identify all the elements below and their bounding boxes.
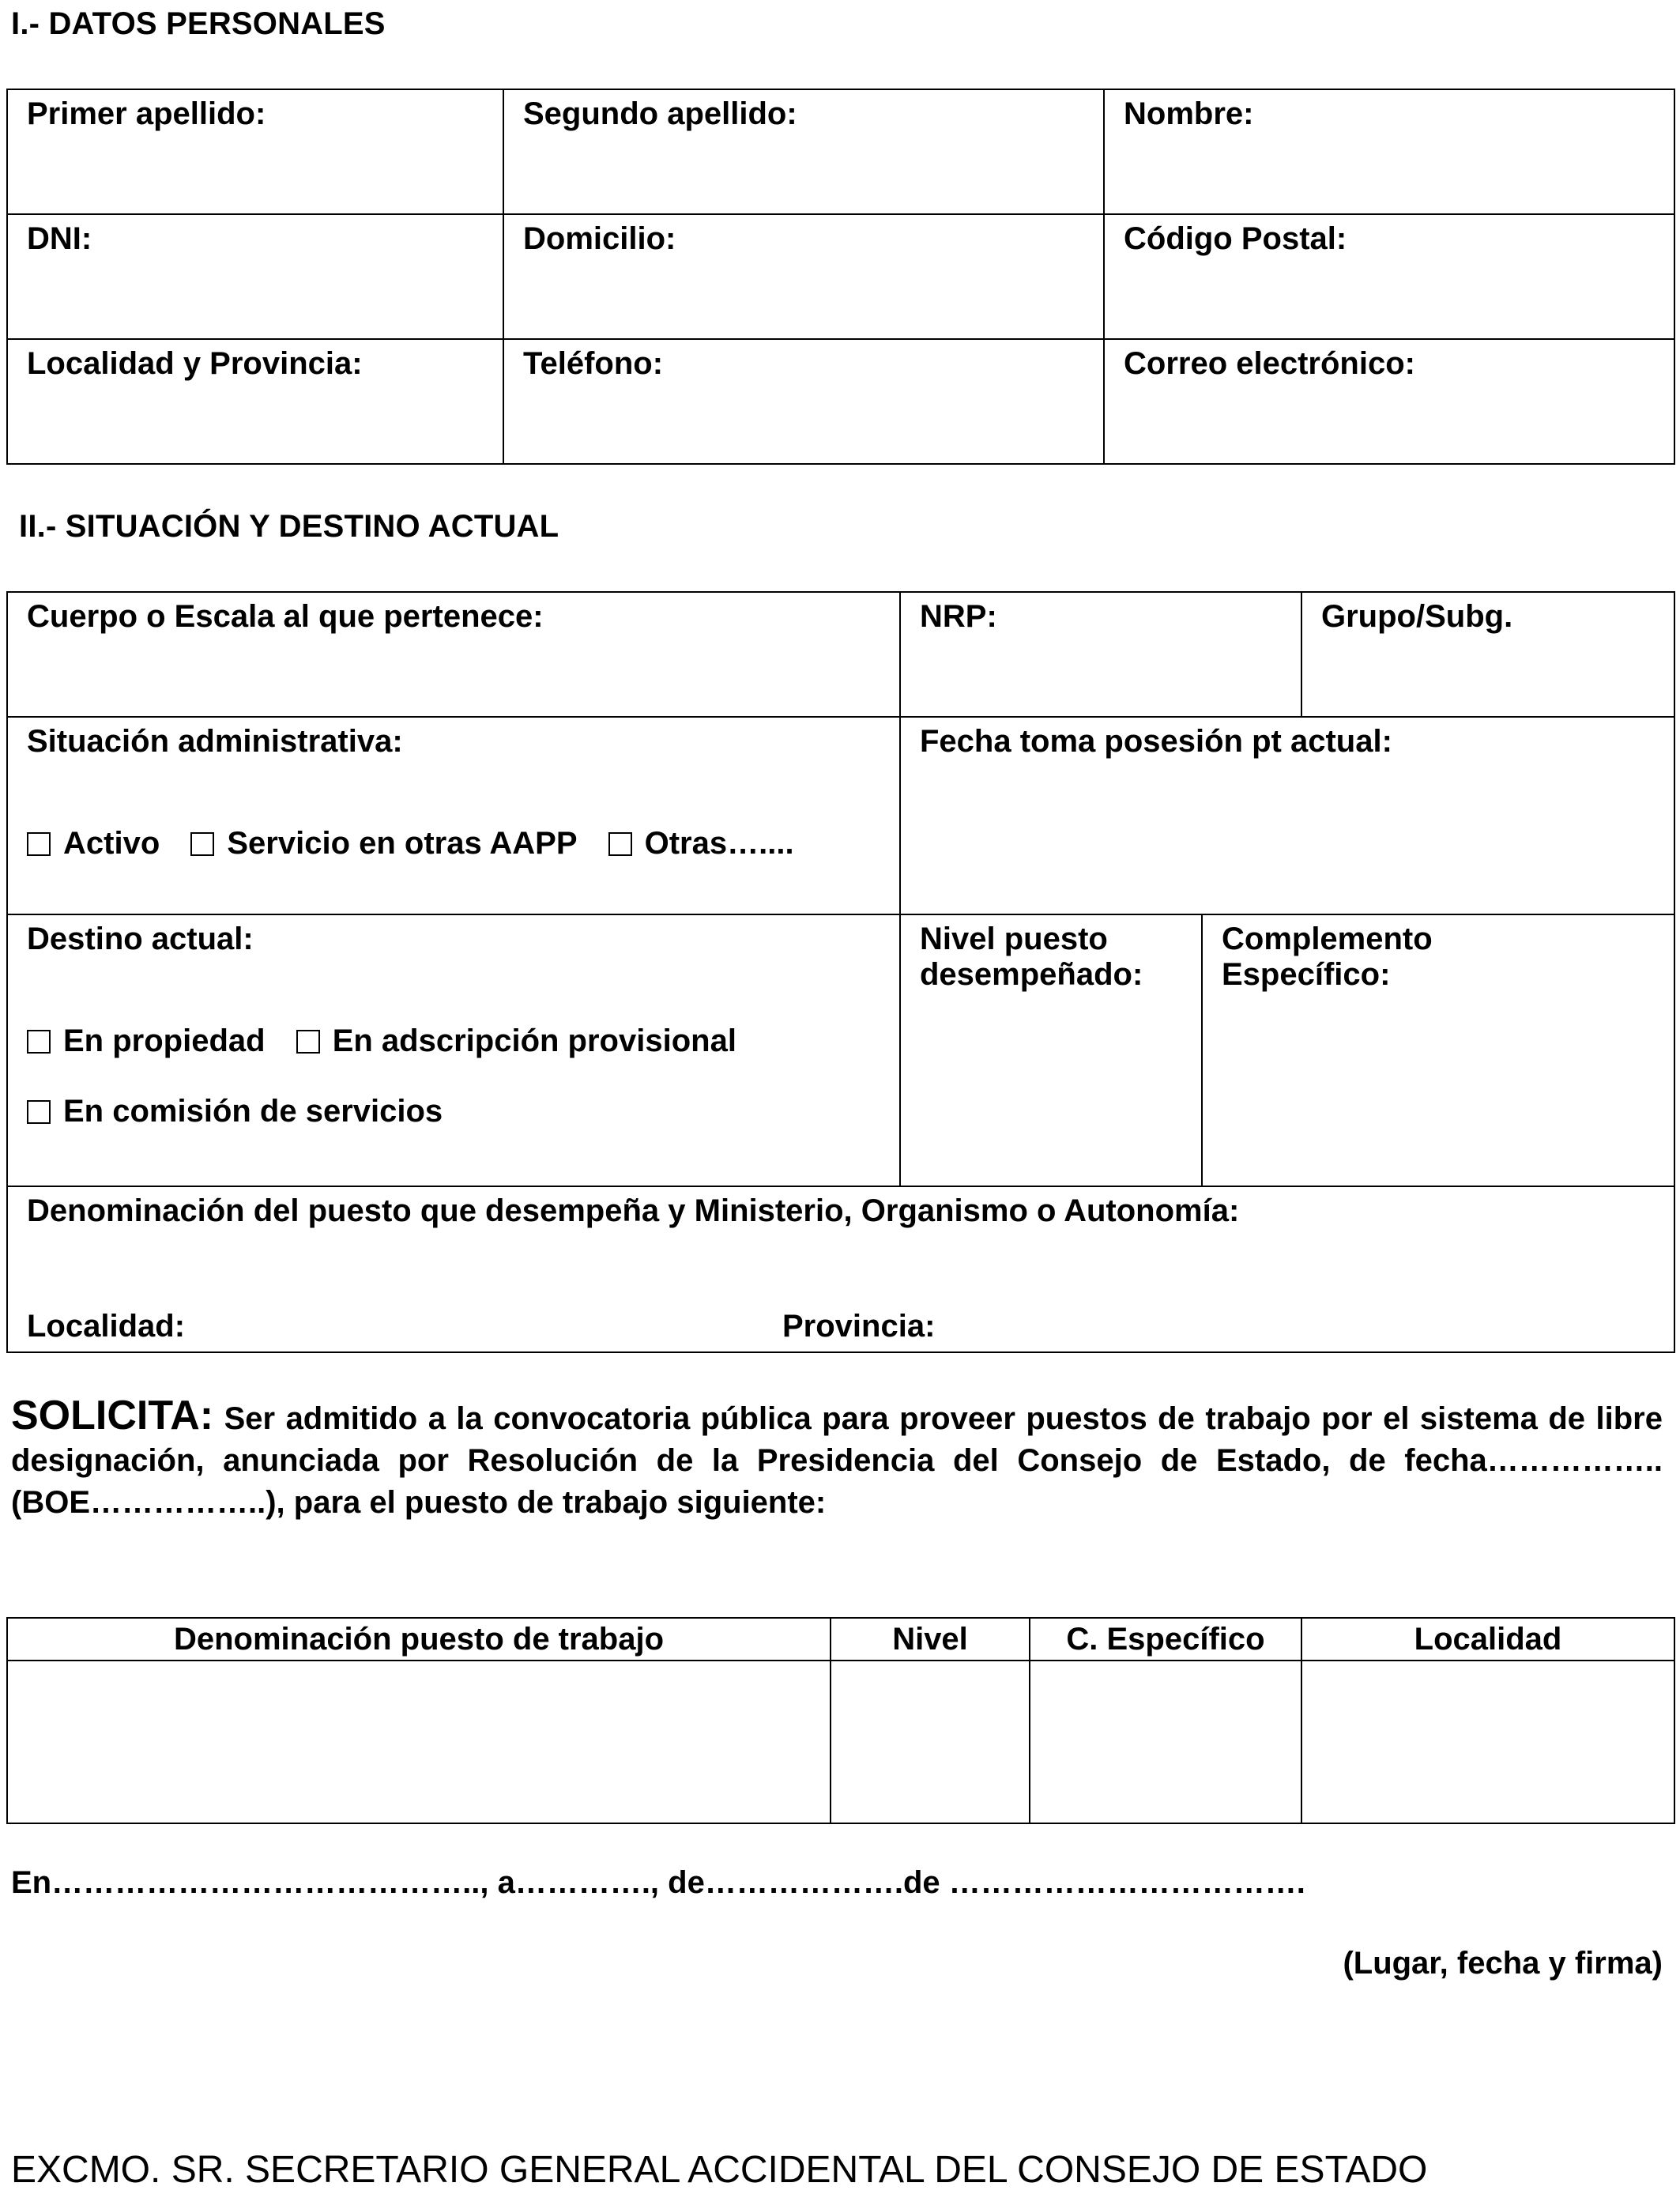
activo-option-label: Activo	[63, 826, 160, 861]
complemento-label-line1: Complemento	[1222, 922, 1433, 956]
situacion-label: Situación administrativa:	[27, 724, 403, 759]
segundo-apellido-field[interactable]	[503, 89, 1104, 214]
provincia-label: Provincia:	[782, 1309, 936, 1344]
localidad-label: Localidad:	[27, 1309, 186, 1344]
nrp-label: NRP:	[920, 599, 997, 634]
destinatario: EXCMO. SR. SECRETARIO GENERAL ACCIDENTAL DEL CONSEJO DE ESTADO	[11, 2149, 1428, 2191]
cuerpo-field[interactable]	[7, 592, 900, 717]
denominacion-field[interactable]	[7, 1186, 1674, 1352]
cell-denominacion-input[interactable]	[7, 1661, 831, 1823]
dni-label: DNI:	[27, 221, 92, 256]
domicilio-field[interactable]	[503, 214, 1104, 339]
en-propiedad-checkbox[interactable]	[27, 1030, 51, 1054]
fecha-toma-label: Fecha toma posesión pt actual:	[920, 724, 1392, 759]
solicita-label: SOLICITA:	[11, 1393, 214, 1438]
segundo-apellido-label: Segundo apellido:	[523, 96, 797, 131]
nivel-label-line1: Nivel puesto	[920, 922, 1108, 956]
cuerpo-label: Cuerpo o Escala al que pertenece:	[27, 599, 544, 634]
localidad-provincia-field[interactable]	[7, 339, 503, 464]
nombre-label: Nombre:	[1124, 96, 1254, 131]
servicio-aapp-option-label: Servicio en otras AAPP	[227, 826, 578, 861]
cell-localidad-input[interactable]	[1301, 1661, 1674, 1823]
header-nivel: Nivel	[831, 1618, 1030, 1661]
grupo-label: Grupo/Subg.	[1321, 599, 1513, 634]
situation-table	[6, 591, 1675, 1353]
personal-data-table	[6, 89, 1675, 465]
otras-option-label: Otras…....	[644, 826, 794, 861]
en-propiedad-option-label: En propiedad	[63, 1023, 266, 1058]
header-localidad: Localidad	[1301, 1618, 1674, 1661]
cell-nivel-input[interactable]	[831, 1661, 1030, 1823]
solicita-text: Ser admitido a la convocatoria pública para proveer puestos de trabajo por el sistema de libre designación, anunciada por Resolución de la Presidencia del Consejo de Estado, de fecha…………….. (BOE……………..), para el puesto de trabajo siguiente:	[11, 1401, 1663, 1520]
otras-checkbox[interactable]	[608, 832, 632, 856]
codigo-postal-field[interactable]	[1104, 214, 1674, 339]
puesto-table	[6, 1617, 1675, 1824]
servicio-aapp-checkbox[interactable]	[190, 832, 214, 856]
codigo-postal-label: Código Postal:	[1124, 221, 1347, 256]
nrp-field[interactable]	[900, 592, 1301, 717]
nivel-puesto-field[interactable]	[900, 914, 1202, 1186]
grupo-field[interactable]	[1301, 592, 1674, 717]
destino-label: Destino actual:	[27, 922, 254, 956]
nivel-label-line2: desempeñado:	[920, 957, 1143, 992]
complemento-label-line2: Específico:	[1222, 957, 1391, 992]
adscripcion-provisional-checkbox[interactable]	[296, 1030, 320, 1054]
correo-field[interactable]	[1104, 339, 1674, 464]
localidad-provincia-label: Localidad y Provincia:	[27, 346, 363, 381]
firma-caption: (Lugar, fecha y firma)	[1343, 1946, 1663, 1981]
header-c-especifico: C. Específico	[1030, 1618, 1301, 1661]
correo-label: Correo electrónico:	[1124, 346, 1415, 381]
cell-c-especifico-input[interactable]	[1030, 1661, 1301, 1823]
domicilio-label: Domicilio:	[523, 221, 676, 256]
destino-field	[7, 914, 900, 1186]
comision-servicios-option-label: En comisión de servicios	[63, 1094, 443, 1129]
situacion-field	[7, 717, 900, 914]
solicita-paragraph	[11, 1395, 1663, 1524]
nombre-field[interactable]	[1104, 89, 1674, 214]
denominacion-label: Denominación del puesto que desempeña y Ministerio, Organismo o Autonomía:	[27, 1193, 1240, 1228]
activo-checkbox[interactable]	[27, 832, 51, 856]
comision-servicios-checkbox[interactable]	[27, 1100, 51, 1124]
telefono-field[interactable]	[503, 339, 1104, 464]
firma-line[interactable]: En………………………………….., a…………., de……………….de …………………………….	[11, 1865, 1305, 1900]
header-denominacion: Denominación puesto de trabajo	[7, 1618, 831, 1661]
section-2-title: II.- SITUACIÓN Y DESTINO ACTUAL	[19, 509, 559, 544]
complemento-field[interactable]	[1202, 914, 1674, 1186]
section-1-title: I.- DATOS PERSONALES	[11, 6, 386, 41]
primer-apellido-field[interactable]	[7, 89, 503, 214]
dni-field[interactable]	[7, 214, 503, 339]
fecha-toma-field[interactable]	[900, 717, 1674, 914]
adscripcion-provisional-option-label: En adscripción provisional	[332, 1023, 736, 1058]
telefono-label: Teléfono:	[523, 346, 664, 381]
primer-apellido-label: Primer apellido:	[27, 96, 266, 131]
